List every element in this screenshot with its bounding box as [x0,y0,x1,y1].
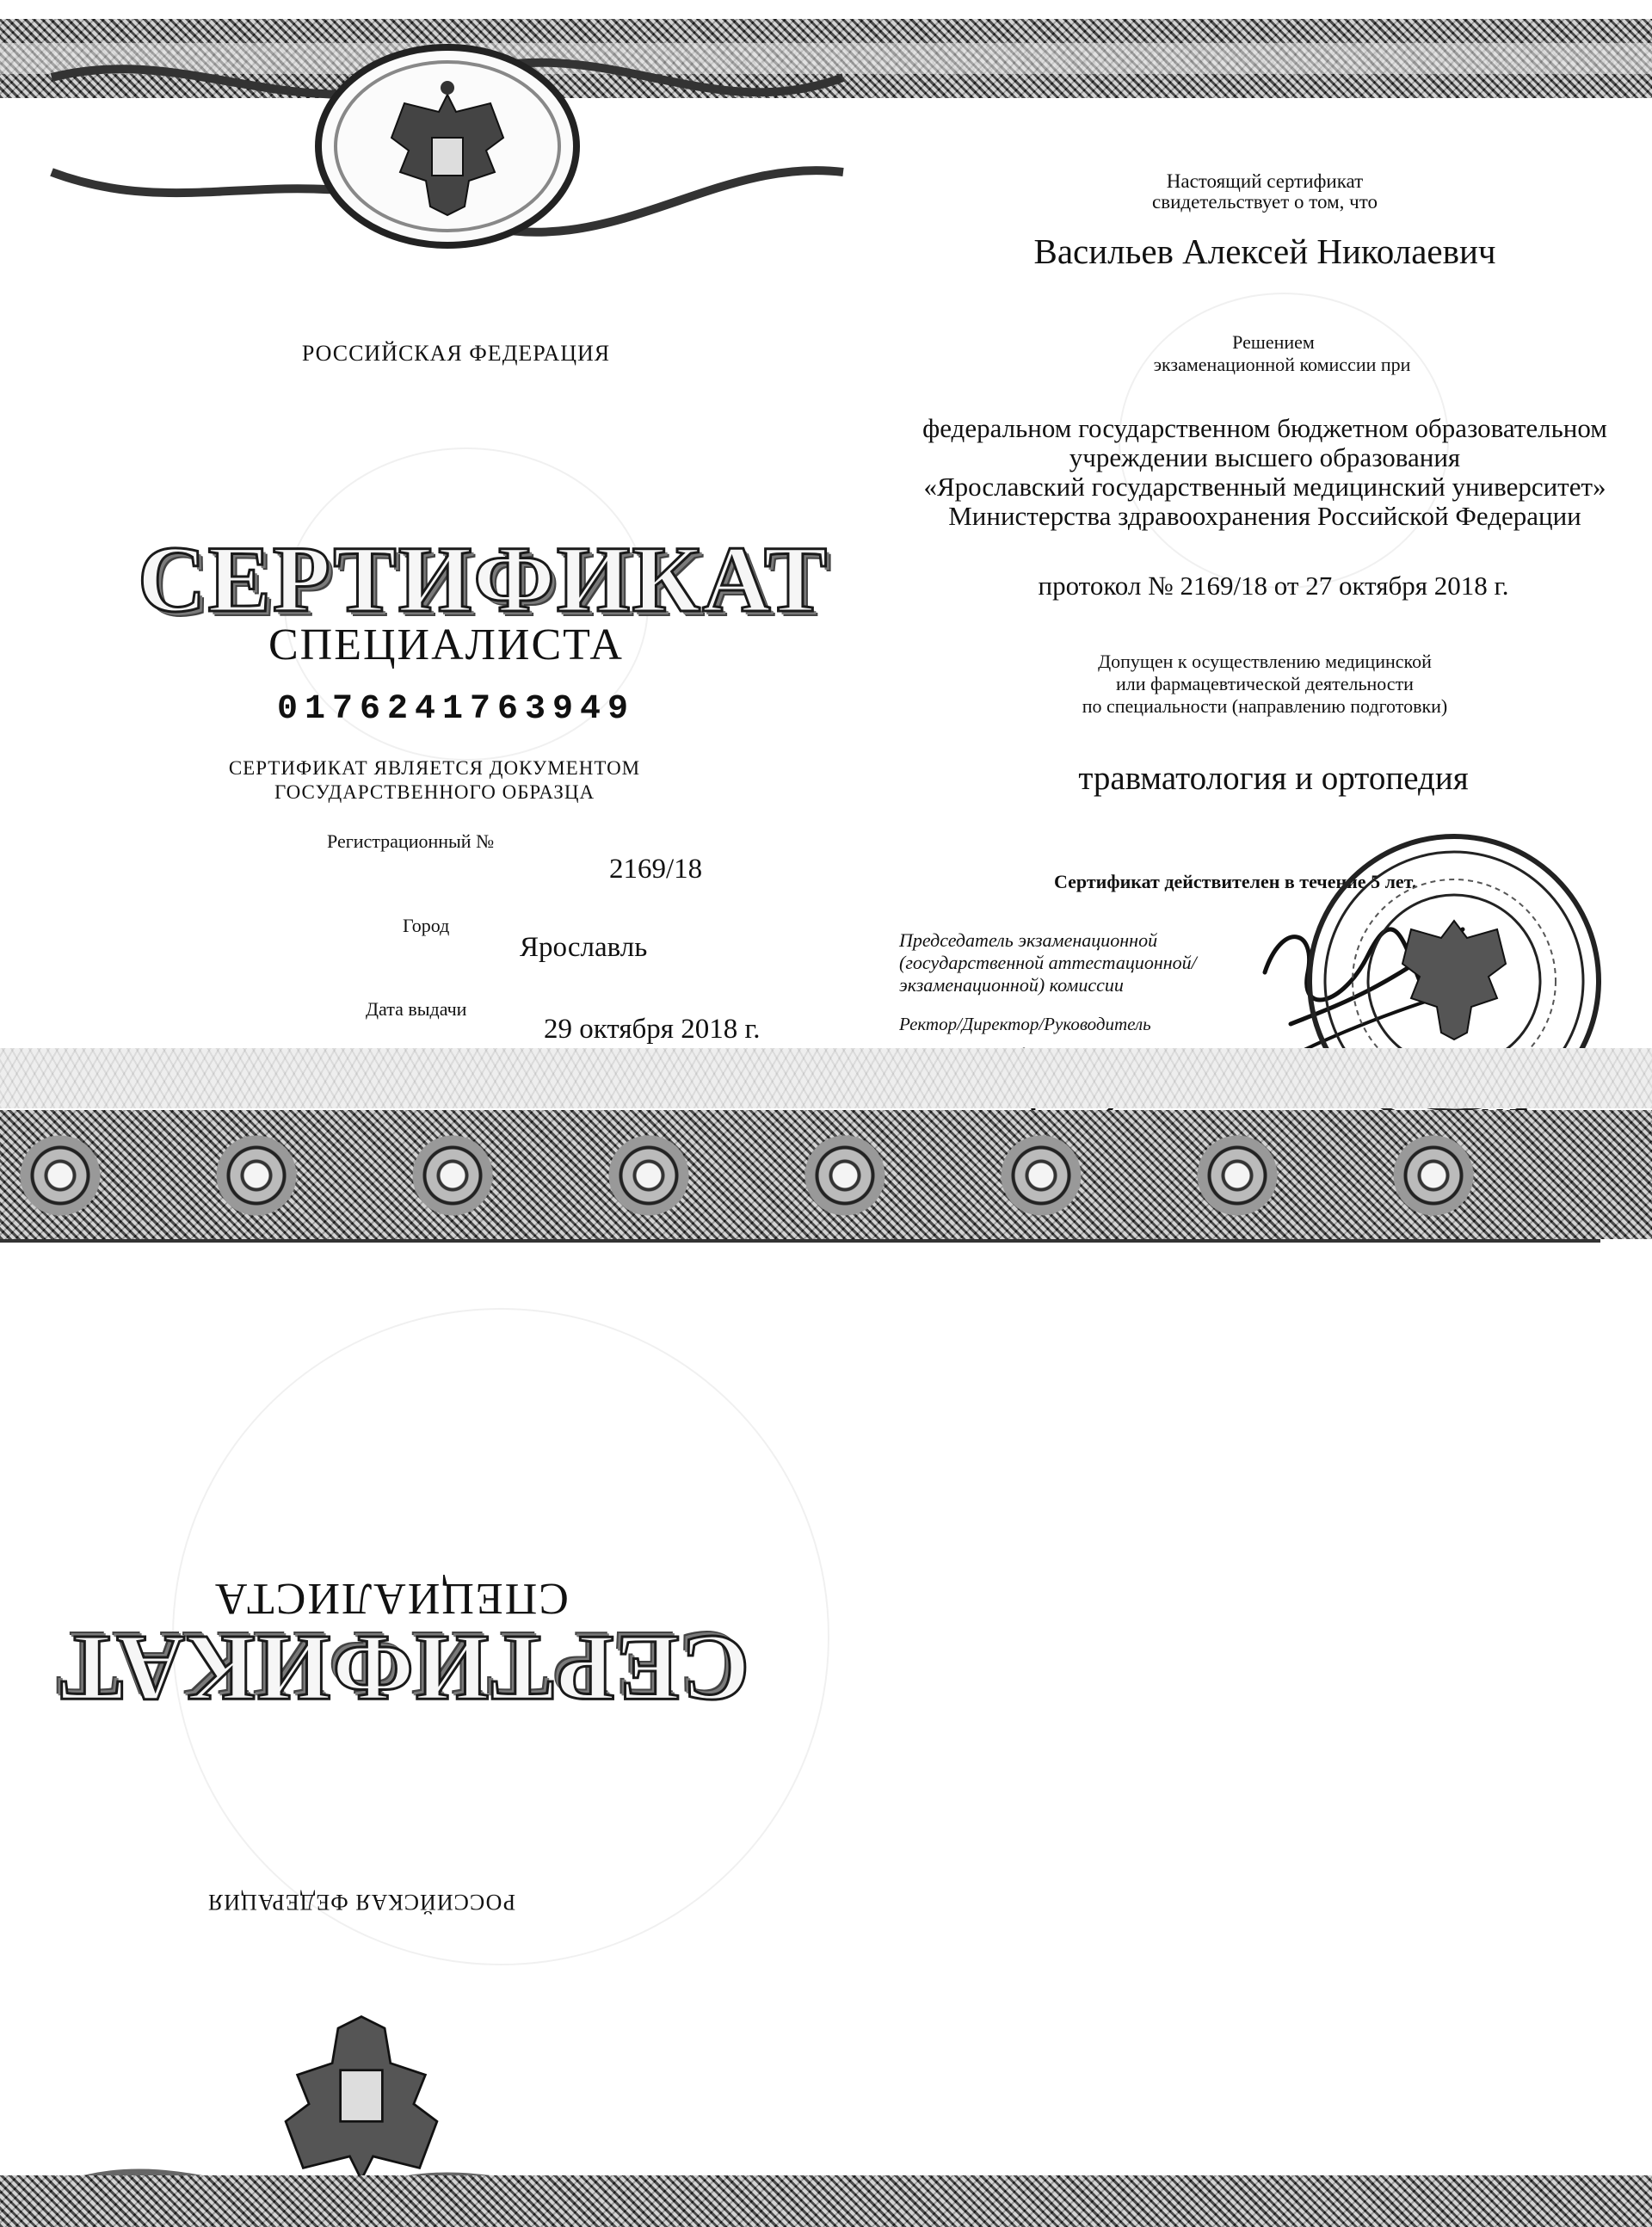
chairman-label-2: (государственной аттестационной/ [899,952,1197,973]
eagle-emblem-icon [379,77,516,224]
back-bottom-band [0,2175,1652,2227]
organization-line-2: учреждении высшего образования [1069,442,1461,472]
intro-text-1: Настоящий сертификат [1166,170,1364,192]
organization-line-1: федеральном государственном бюджетном образовательном [922,413,1607,443]
holder-name: Васильев Алексей Николаевич [1033,231,1496,271]
rosette [410,1132,496,1218]
specialty-name: травматология и ортопедия [1078,760,1469,797]
rosette [1194,1132,1280,1218]
registration-label: Регистрационный № [327,830,495,852]
certificate-subtitle: СПЕЦИАЛИСТА [268,620,624,669]
chairman-label-1: Председатель экзаменационной [899,929,1158,951]
registration-number: 2169/18 [609,854,703,885]
admission-text-1: Допущен к осуществлению медицинской [1098,651,1432,672]
admission-text-3: по специальности (направлению подготовки) [1082,695,1448,717]
state-document-note-2: ГОСУДАРСТВЕННОГО ОБРАЗЦА [274,781,595,803]
chairman-label-3: экзаменационной) комиссии [899,974,1124,996]
rosette [213,1132,299,1218]
issue-date-value: 29 октября 2018 г. [544,1014,761,1045]
rosette [998,1132,1084,1218]
issue-date-label: Дата выдачи [366,998,467,1020]
rosette-row [17,1132,1476,1218]
city-value: Ярославль [520,932,648,963]
decision-text-1: Решением [1232,331,1315,353]
back-title: СЕРТИФИКАТ [59,1616,750,1721]
decision-text-2: экзаменационной комиссии при [1153,354,1411,375]
state-document-note-1: СЕРТИФИКАТ ЯВЛЯЕТСЯ ДОКУМЕНТОМ [228,757,641,779]
front-sheet-edge [0,1239,1600,1243]
country-label: РОССИЙСКАЯ ФЕДЕРАЦИЯ [301,341,611,366]
organization-line-4: Министерства здравоохранения Российской Федерации [948,501,1581,531]
organization-line-3: «Ярославский государственный медицинский университет» [923,472,1606,502]
rosette [1390,1132,1476,1218]
validity-text: Сертификат действителен в течение 5 лет. [1054,871,1417,892]
back-subtitle: СПЕЦИАЛИСТА [213,1574,569,1623]
rector-label: Ректор/Директор/Руководитель [899,1014,1151,1034]
certificate-title: СЕРТИФИКАТ [138,527,829,632]
back-country-label: РОССИЙСКАЯ ФЕДЕРАЦИЯ [206,1890,516,1915]
bottom-light-band [0,1048,1652,1108]
admission-text-2: или фармацевтической деятельности [1116,673,1414,694]
city-label: Город [403,915,450,936]
protocol-text: протокол № 2169/18 от 27 октября 2018 г. [1038,571,1509,601]
rosette [17,1132,103,1218]
intro-text-2: свидетельствует о том, что [1152,191,1378,213]
rosette [606,1132,692,1218]
rosette [802,1132,888,1218]
serial-number: 0176241763949 [277,690,636,729]
